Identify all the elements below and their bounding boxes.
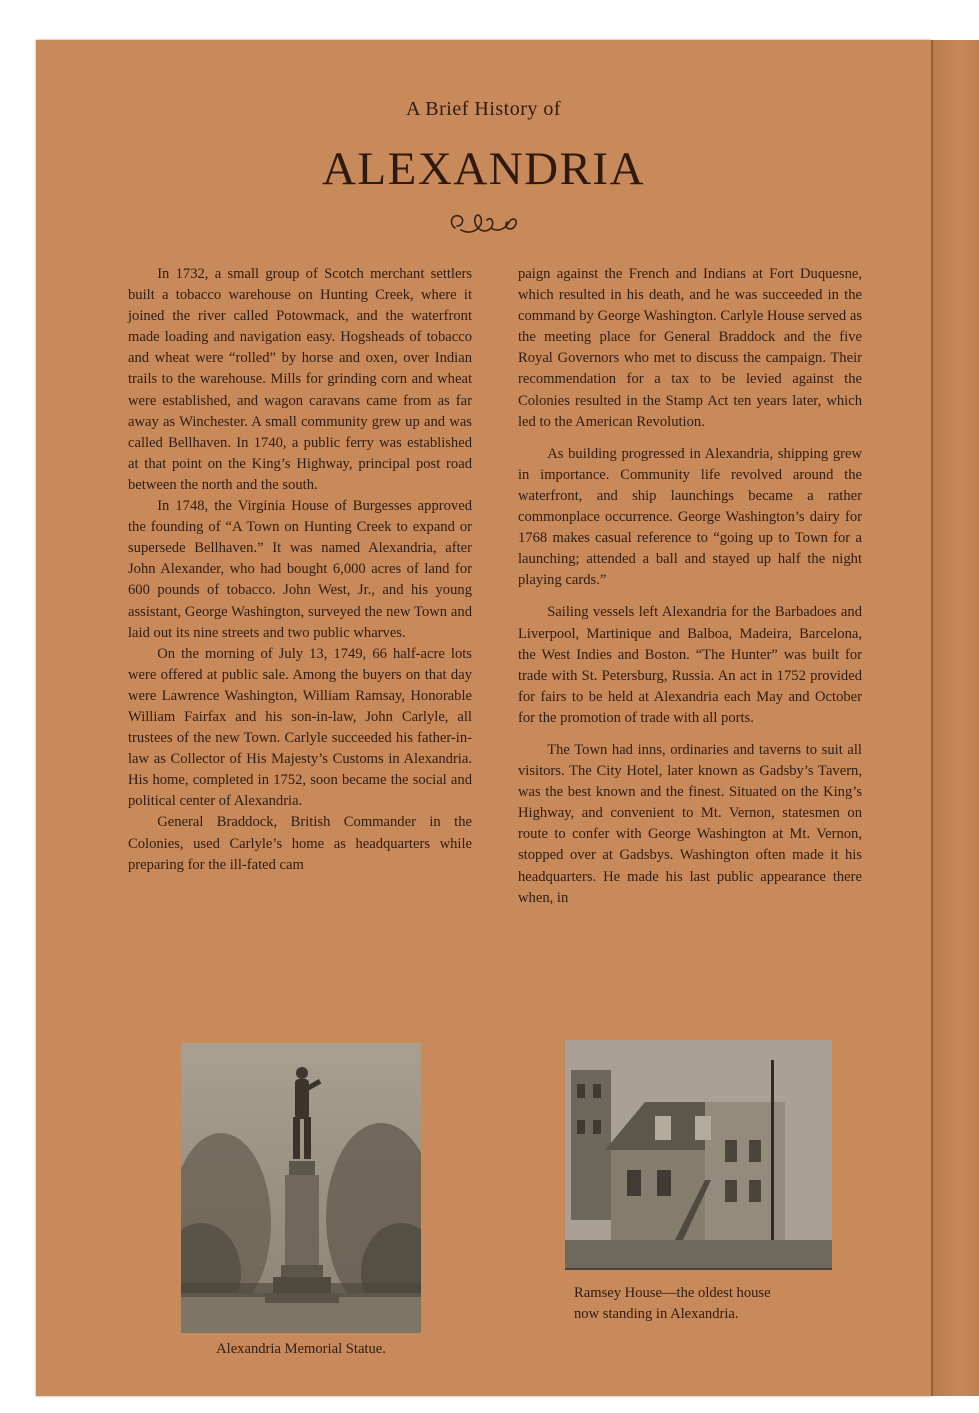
next-page-edge (931, 40, 979, 1396)
ramsey-house-photo (565, 1040, 832, 1314)
paragraph: paign against the French and Indians at Fort Duquesne, which resulted in his death, and he was succeeded in the command by George Washington. Carlyle House served as the meeting place for General Braddock and the five Royal Governors who met to discuss the campaign. Their recommendation for a tax to be levied against the Colonies resulted in the Stamp Act ten years later, which led to the American Revolution. (518, 266, 862, 430)
paragraph: General Braddock, British Commander in the Colonies, used Carlyle’s home as headquarters while preparing for the ill-fated cam (128, 814, 472, 873)
paragraph: The Town had inns, ordinaries and taverns to suit all visitors. The City Hotel, later known as Gadsby’s Tavern, was the best known and the finest. Situated on the King’s Highway, and convenient to Mt. Vernon, statesmen on route to confer with George Washington at Mt. Vernon, stopped over at Gadsbys. Washington often made it his headquarters. He made his last public appearance there when, in (518, 741, 862, 906)
ornament-flourish-icon (447, 206, 523, 240)
page-fold-line (931, 40, 933, 1396)
statue-caption: Alexandria Memorial Statue. (216, 1341, 386, 1357)
house-caption (574, 1283, 834, 1325)
paragraph: On the morning of July 13, 1749, 66 half-acre lots were offered at public sale. Among the buyers on that day were Lawrence Washington, William Ramsay, Honorable William Fairfax and his son-in-law, John Carlyle, all trustees of the new Town. Carlyle succeeded his father-in-law as Collector of His Majesty’s Customs in Alexandria. His home, completed in 1752, soon became the social and political center of Alexandria. (128, 645, 472, 810)
memorial-statue-photo (181, 1043, 421, 1333)
subtitle: A Brief History of (405, 98, 562, 120)
house-caption-line: now standing in Alexandria. (574, 1306, 739, 1322)
paragraph: As building progressed in Alexandria, shipping grew in importance. Community life revolved around the waterfront, and ship launchings became a rather commonplace occurrence. George Washington’s dairy for 1768 makes casual reference to “going up to Town for a launching; attended a ball and stayed up half the night playing cards.” (518, 445, 862, 589)
document-page (36, 40, 931, 1396)
left-text-column (128, 264, 472, 876)
paragraph: In 1732, a small group of Scotch merchant settlers built a tobacco warehouse on Hunting Creek, where it joined the river called Potowmack, and the waterfront made loading and navigation easy. Hogsheads of tobacco and wheat were “rolled” by horse and oxen, over Indian trails to the warehouse. Mills for grinding corn and wheat were established, and wagon caravans came from as far away as Winchester. A small community grew up and was called Bellhaven. In 1740, a public ferry was established at that point on the King’s Highway, principal post road between the north and the south. (128, 266, 472, 493)
right-text-column (518, 264, 862, 909)
page-title: ALEXANDRIA (321, 143, 646, 195)
paragraph: In 1748, the Virginia House of Burgesses approved the founding of “A Town on Hunting Creek to expand or supersede Bellhaven.” It was named Alexandria, after John Alexander, who had bought 6,000 acres of land for 600 pounds of tobacco. John West, Jr., and his young assistant, George Washington, surveyed the new Town and laid out its nine streets and two public wharves. (128, 498, 472, 641)
paragraph: Sailing vessels left Alexandria for the Barbadoes and Liverpool, Martinique and Balboa, Madeira, Barcelona, the West Indies and Boston. “The Hunter” was built for trade with St. Petersburg, Russia. An act in 1752 provided for fairs to be held at Alexandria each May and October for the promotion of trade with all ports. (518, 604, 862, 726)
house-caption-line: Ramsey House—the oldest house (574, 1285, 771, 1301)
